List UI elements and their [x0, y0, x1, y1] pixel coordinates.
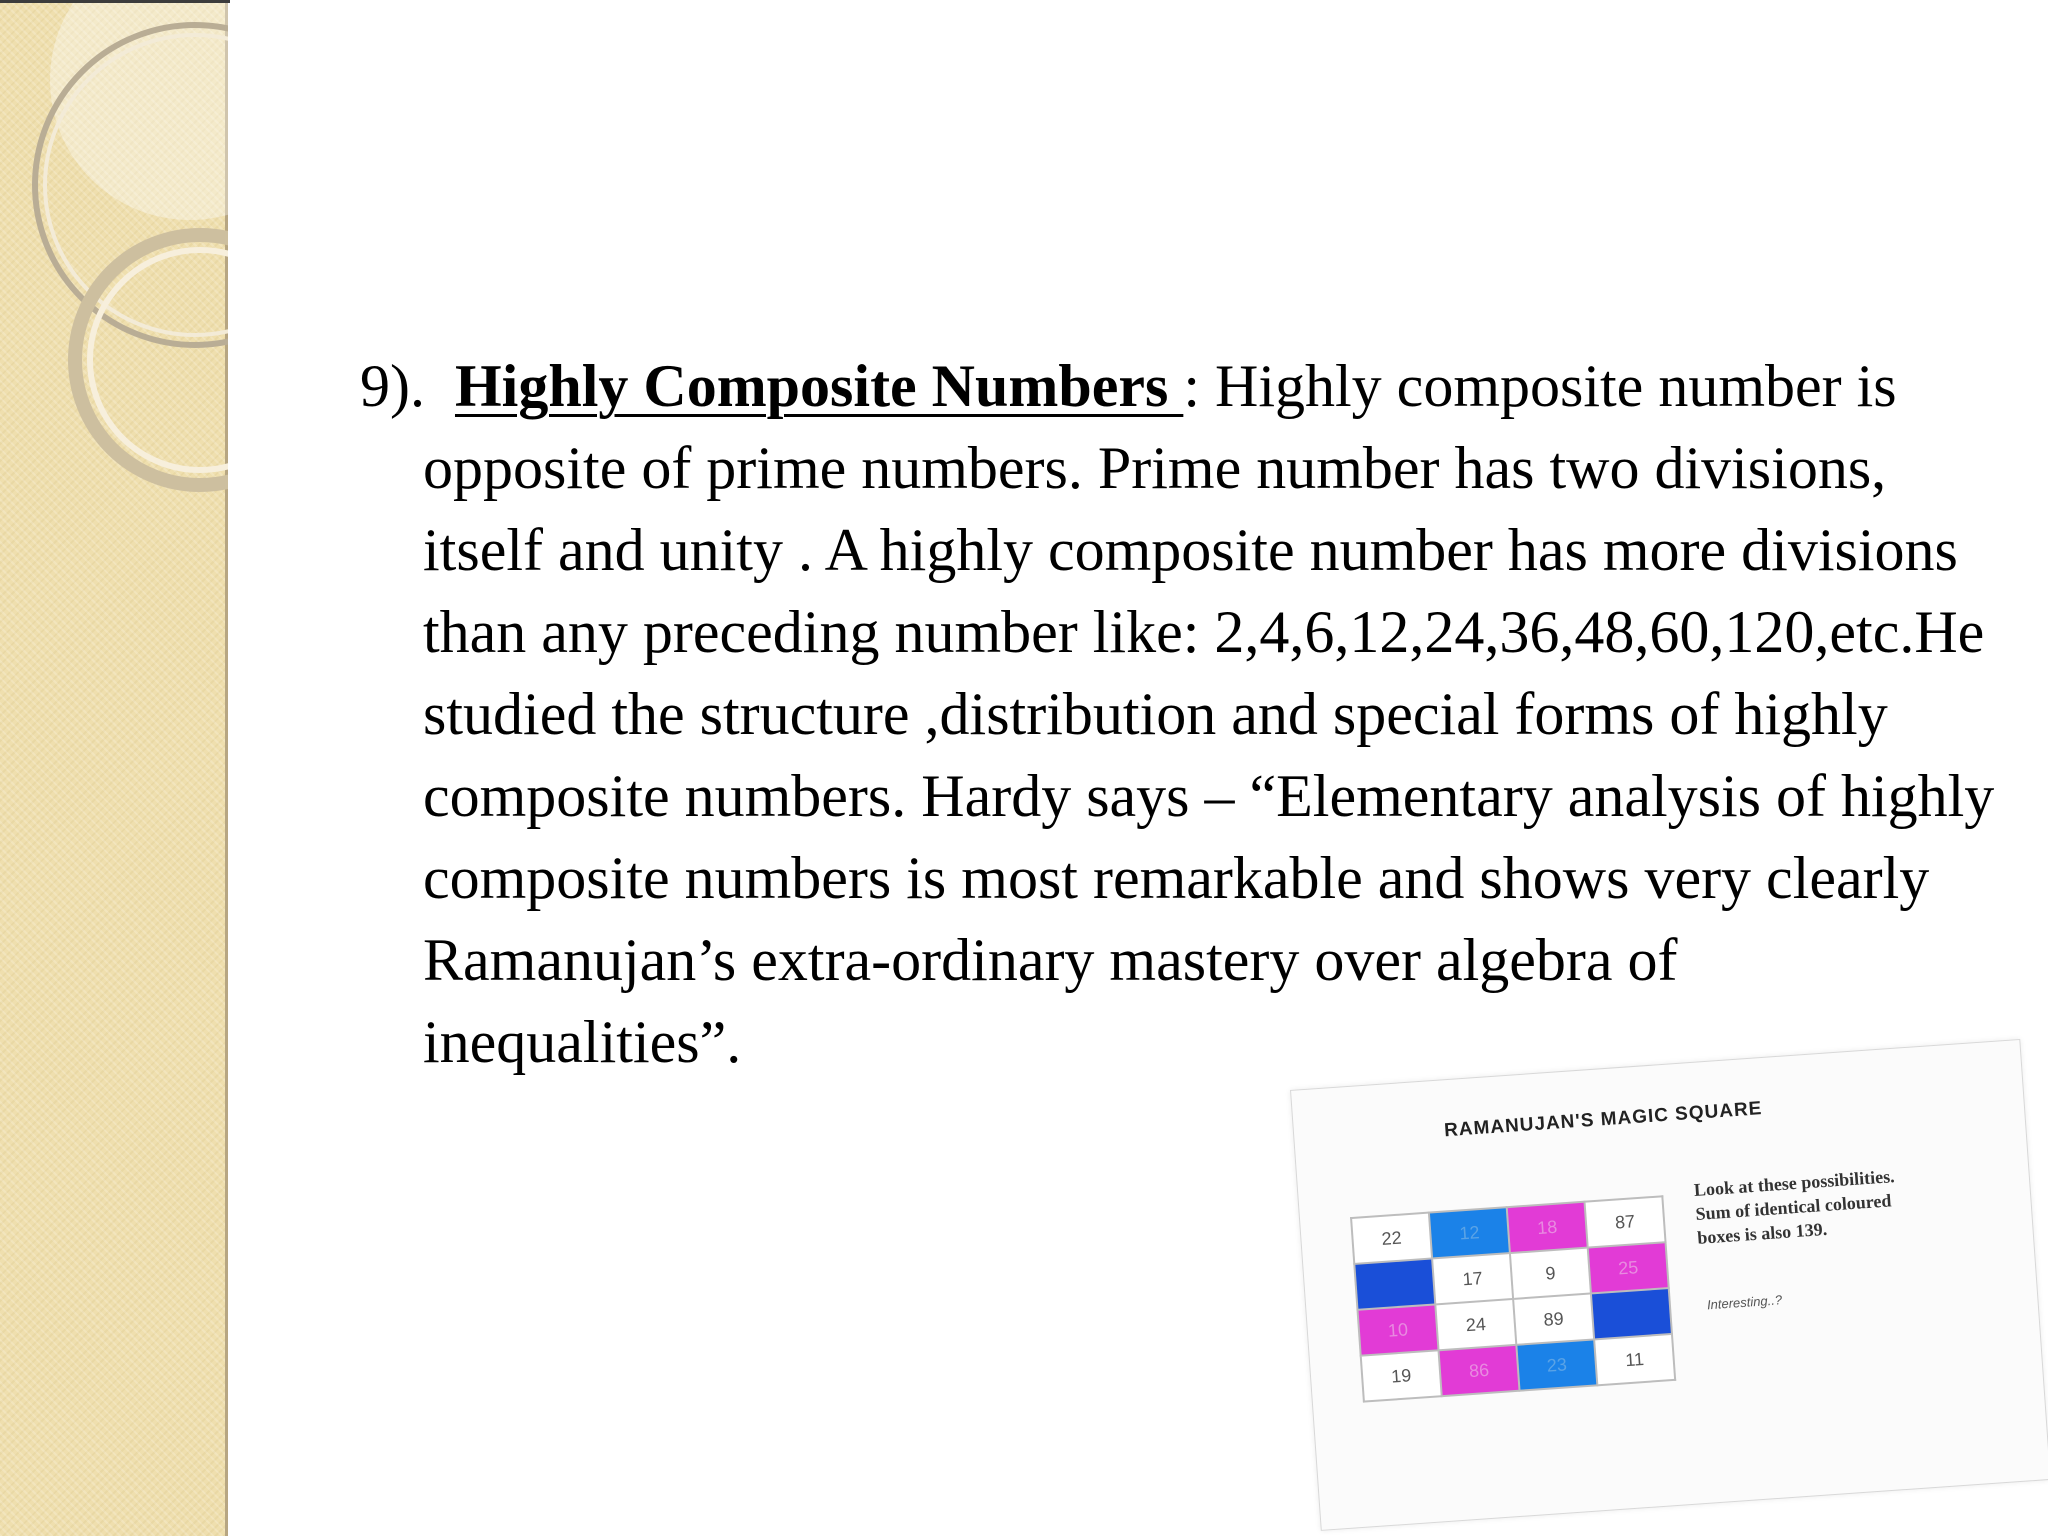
slide-paragraph	[360, 345, 2000, 1083]
magic-square-cell: 24	[1435, 1299, 1516, 1350]
item-number: 9).	[360, 353, 425, 419]
magic-square-cell: 89	[1513, 1294, 1594, 1345]
magic-square-cell: 12	[1429, 1207, 1510, 1258]
magic-square-cell	[1591, 1288, 1672, 1339]
magic-square-note: Look at these possibilities. Sum of identical coloured boxes is also 139.	[1693, 1166, 1896, 1248]
decorative-rings	[0, 0, 228, 520]
slide-heading: Highly Composite Numbers	[454, 353, 1184, 419]
magic-square-cell: 18	[1507, 1202, 1588, 1253]
magic-square-cell: 17	[1432, 1253, 1513, 1304]
magic-square-title: RAMANUJAN'S MAGIC SQUARE	[1443, 1098, 1763, 1142]
paragraph-text: number is opposite of prime numbers. Prime number has two divisions, itself and unity . A highly composite number has more divisions than any preceding number like: 2,4,6,12,24,36,48,60,120,etc.He studied the structure ,distribution and special forms of highly composite numbers. Hardy says – “Elementary analysis of highly composite numbers is most remarkable and shows very clearly Ramanujan’s extra-ordinary mastery over algebra of inequalities”.	[423, 353, 1995, 1075]
magic-square-cell: 23	[1516, 1339, 1597, 1390]
magic-square-interesting: Interesting..?	[1706, 1292, 1783, 1313]
magic-square-cell: 25	[1588, 1242, 1669, 1293]
decorative-side-strip	[0, 0, 228, 1536]
magic-square-cell: 11	[1594, 1334, 1675, 1385]
magic-square-image	[1290, 1039, 2048, 1531]
magic-square-grid	[1350, 1195, 1676, 1402]
magic-square-cell	[1354, 1258, 1435, 1309]
top-edge-line	[0, 0, 230, 3]
magic-square-cell: 10	[1357, 1304, 1438, 1355]
slide-body	[360, 345, 2000, 1083]
magic-square-cell: 87	[1585, 1196, 1666, 1247]
magic-square-cell: 19	[1361, 1350, 1442, 1401]
magic-square-cell: 22	[1351, 1213, 1432, 1264]
heading-suffix: : Highly composite	[1183, 353, 1644, 419]
magic-square-cell: 9	[1510, 1248, 1591, 1299]
magic-square-cell: 86	[1439, 1345, 1520, 1396]
